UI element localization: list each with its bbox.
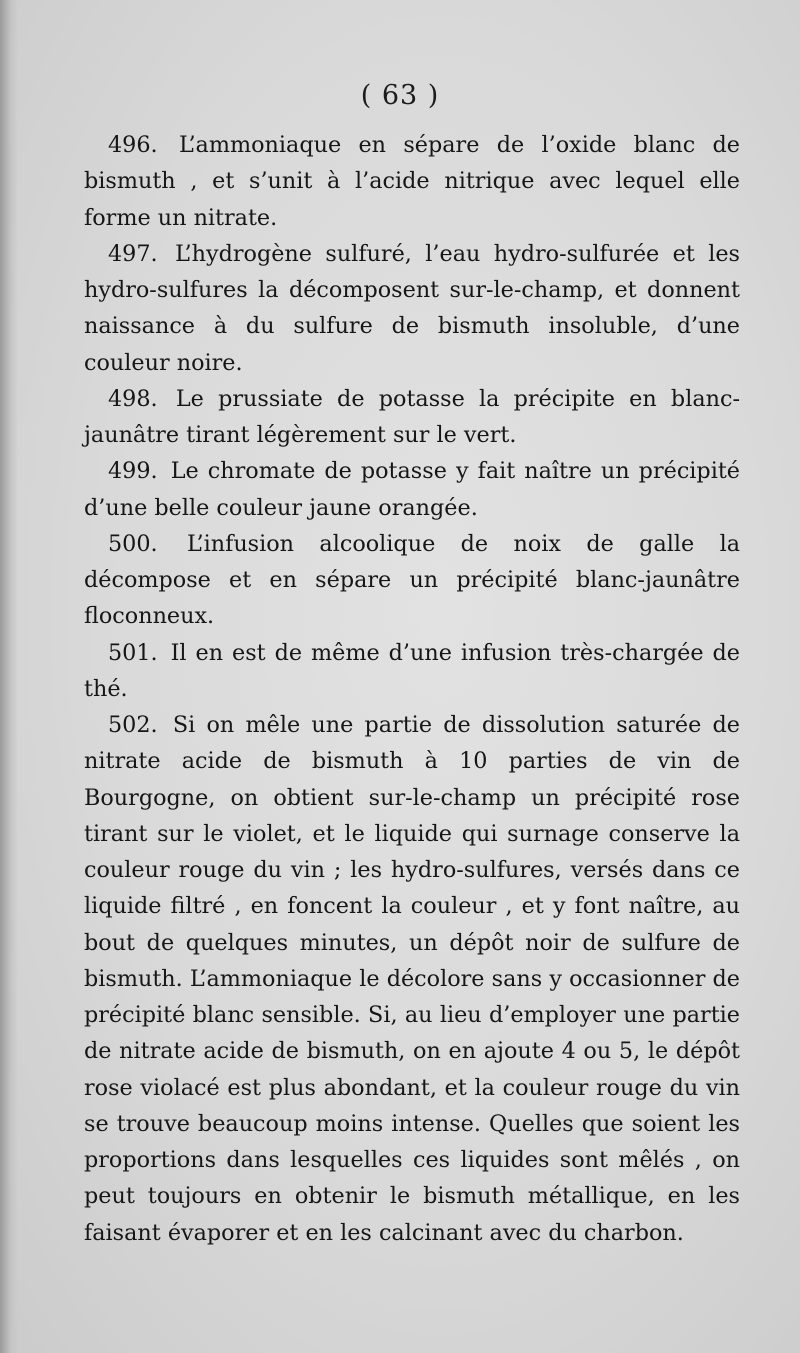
paragraph-text: Le prussiate de potasse la précipite en blanc-jaunâtre tirant légèrement sur le vert.	[84, 385, 740, 448]
page-number: ( 63 )	[360, 80, 440, 111]
paragraph-496	[84, 127, 740, 236]
paragraph-number: 501.	[108, 639, 158, 666]
paragraph-number: 499.	[108, 458, 158, 485]
paragraph-number: 496.	[108, 132, 158, 158]
paragraph-text: L’ammoniaque en sépare de l’oxide blanc de bismuth , et s’unit à l’acide nitrique avec lequel elle forme un nitrate.	[84, 132, 740, 231]
paragraph-text: L’infusion alcoolique de noix de galle la décompose et en sépare un précipité blanc-jaunâtre floconneux.	[84, 530, 740, 630]
page-edge-shadow	[0, 0, 18, 1353]
paragraph-text: Il en est de même d’une infusion très-chargée de thé.	[84, 639, 740, 702]
paragraph-501	[84, 635, 740, 708]
paragraph-497	[84, 236, 740, 381]
paragraph-text: Le chromate de potasse y fait naître un précipité d’une belle couleur jaune orangée.	[84, 458, 740, 521]
paragraph-502	[84, 707, 740, 1251]
paragraph-number: 498.	[108, 385, 158, 412]
paragraph-text: Si on mêle une partie de dissolution saturée de nitrate acide de bismuth à 10 parties de vin de Bourgogne, on obtient sur-le-champ un précipité rose tirant sur le violet, et le liquide qui surnage conserve la couleur rouge du vin ; les hydro-sulfures, versés dans ce liquide filtré , en foncent la couleur , et y font naître, au bout de quelques minutes, un dépôt noir de sulfure de bismuth. L’ammoniaque le décolore sans y occasionner de précipité blanc sensible. Si, au lieu d’employer une partie de nitrate acide de bismuth, on en ajoute 4 ou 5, le dépôt rose violacé est plus abondant, et la couleur rouge du vin se trouve beaucoup moins intense. Quelles que soient les proportions dans lesquelles ces liquides sont mêlés , on peut toujours en obtenir le bismuth métallique, en les faisant évaporer et en les calcinant avec du charbon.	[84, 712, 740, 1246]
paragraph-text: L’hydrogène sulfuré, l’eau hydro-sulfurée et les hydro-sulfures la décomposent sur-le-champ, et donnent naissance à du sulfure de bismuth insoluble, d’une couleur noire.	[84, 240, 740, 376]
paragraph-number: 500.	[108, 530, 158, 557]
paragraph-number: 502.	[108, 712, 158, 738]
text-block	[84, 127, 740, 1251]
paragraph-499	[84, 453, 740, 526]
paragraph-498	[84, 381, 740, 454]
paragraph-500	[84, 526, 740, 635]
paragraph-number: 497.	[108, 240, 158, 267]
